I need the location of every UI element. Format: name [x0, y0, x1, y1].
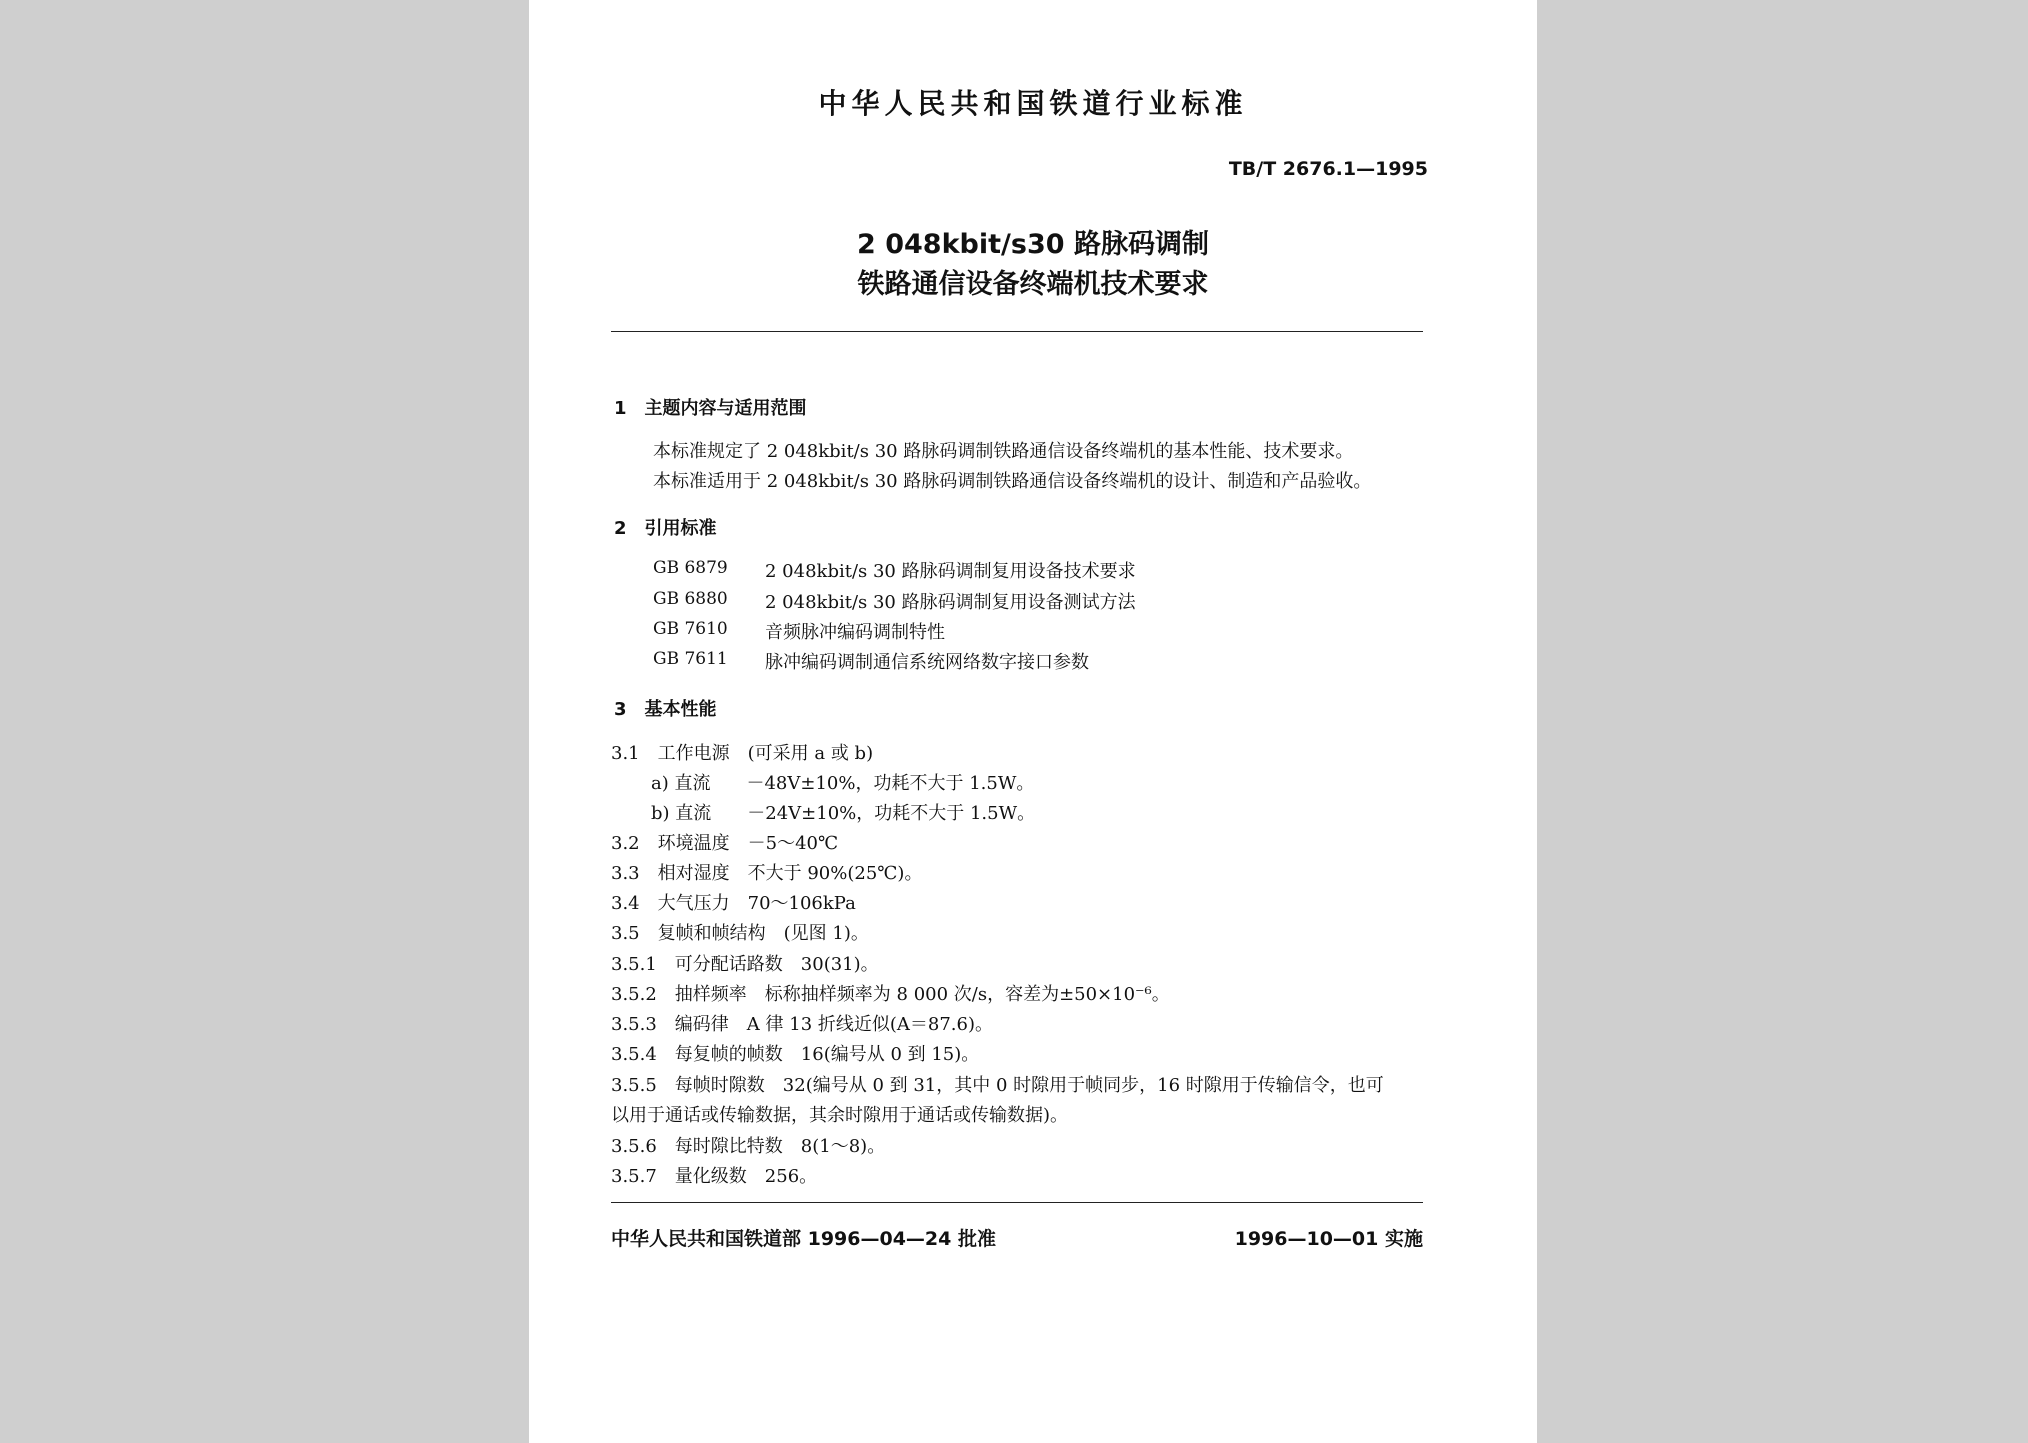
clause-3-5-5: 3.5.5 每帧时隙数 32(编号从 0 到 31，其中 0 时隙用于帧同步，16 时隙用于传输信令，也可: [611, 1075, 1384, 1096]
section-1-para-2: 本标准适用于 2 048kbit/s 30 路脉码调制铁路通信设备终端机的设计、制造和产品验收。: [653, 471, 1372, 492]
clause-3-3: 3.3 相对湿度 不大于 90%(25℃)。: [611, 863, 923, 884]
clause-3-1: 3.1 工作电源 (可采用 a 或 b): [611, 743, 874, 764]
clause-3-1-a: a) 直流 －48V±10%，功耗不大于 1.5W。: [651, 773, 1035, 794]
ref-code: GB 6879: [653, 558, 728, 578]
footer-divider: [611, 1202, 1423, 1203]
effective-date: 1996—10—01 实施: [1234, 1228, 1423, 1250]
ref-title: 2 048kbit/s 30 路脉码调制复用设备技术要求: [765, 561, 1136, 582]
title-line-1: 2 048kbit/s30 路脉码调制: [857, 229, 1209, 260]
clause-3-5: 3.5 复帧和帧结构 (见图 1)。: [611, 923, 869, 944]
clause-3-5-5-cont: 以用于通话或传输数据，其余时隙用于通话或传输数据)。: [611, 1105, 1069, 1126]
section-1-para-1: 本标准规定了 2 048kbit/s 30 路脉码调制铁路通信设备终端机的基本性能、技术要求。: [653, 441, 1354, 462]
issuing-authority: 中华人民共和国铁道行业标准: [818, 87, 1248, 120]
approval-date: 中华人民共和国铁道部 1996—04—24 批准: [611, 1228, 996, 1250]
clause-3-5-3: 3.5.3 编码律 A 律 13 折线近似(A＝87.6)。: [611, 1014, 993, 1035]
section-2-title: 2 引用标准: [614, 518, 717, 539]
clause-3-1-b: b) 直流 －24V±10%，功耗不大于 1.5W。: [651, 803, 1036, 824]
section-1-title: 1 主题内容与适用范围: [614, 398, 807, 419]
ref-title: 脉冲编码调制通信系统网络数字接口参数: [765, 652, 1089, 673]
section-3-title: 3 基本性能: [614, 699, 717, 720]
ref-title: 音频脉冲编码调制特性: [765, 622, 945, 643]
title-line-2: 铁路通信设备终端机技术要求: [857, 269, 1209, 300]
clause-3-5-1: 3.5.1 可分配话路数 30(31)。: [611, 954, 879, 975]
title-divider: [611, 331, 1423, 332]
clause-3-5-2: 3.5.2 抽样频率 标称抽样频率为 8 000 次/s，容差为±50×10⁻⁶。: [611, 984, 1170, 1005]
standard-code: TB/T 2676.1—1995: [1228, 158, 1428, 180]
ref-code: GB 6880: [653, 589, 728, 609]
ref-code: GB 7610: [653, 619, 728, 639]
clause-3-5-6: 3.5.6 每时隙比特数 8(1～8)。: [611, 1136, 886, 1157]
clause-3-5-4: 3.5.4 每复帧的帧数 16(编号从 0 到 15)。: [611, 1044, 980, 1065]
ref-title: 2 048kbit/s 30 路脉码调制复用设备测试方法: [765, 592, 1136, 613]
ref-code: GB 7611: [653, 649, 728, 669]
clause-3-4: 3.4 大气压力 70～106kPa: [611, 893, 856, 914]
clause-3-2: 3.2 环境温度 －5～40℃: [611, 833, 839, 854]
document-page: [529, 0, 1537, 1443]
clause-3-5-7: 3.5.7 量化级数 256。: [611, 1166, 818, 1187]
